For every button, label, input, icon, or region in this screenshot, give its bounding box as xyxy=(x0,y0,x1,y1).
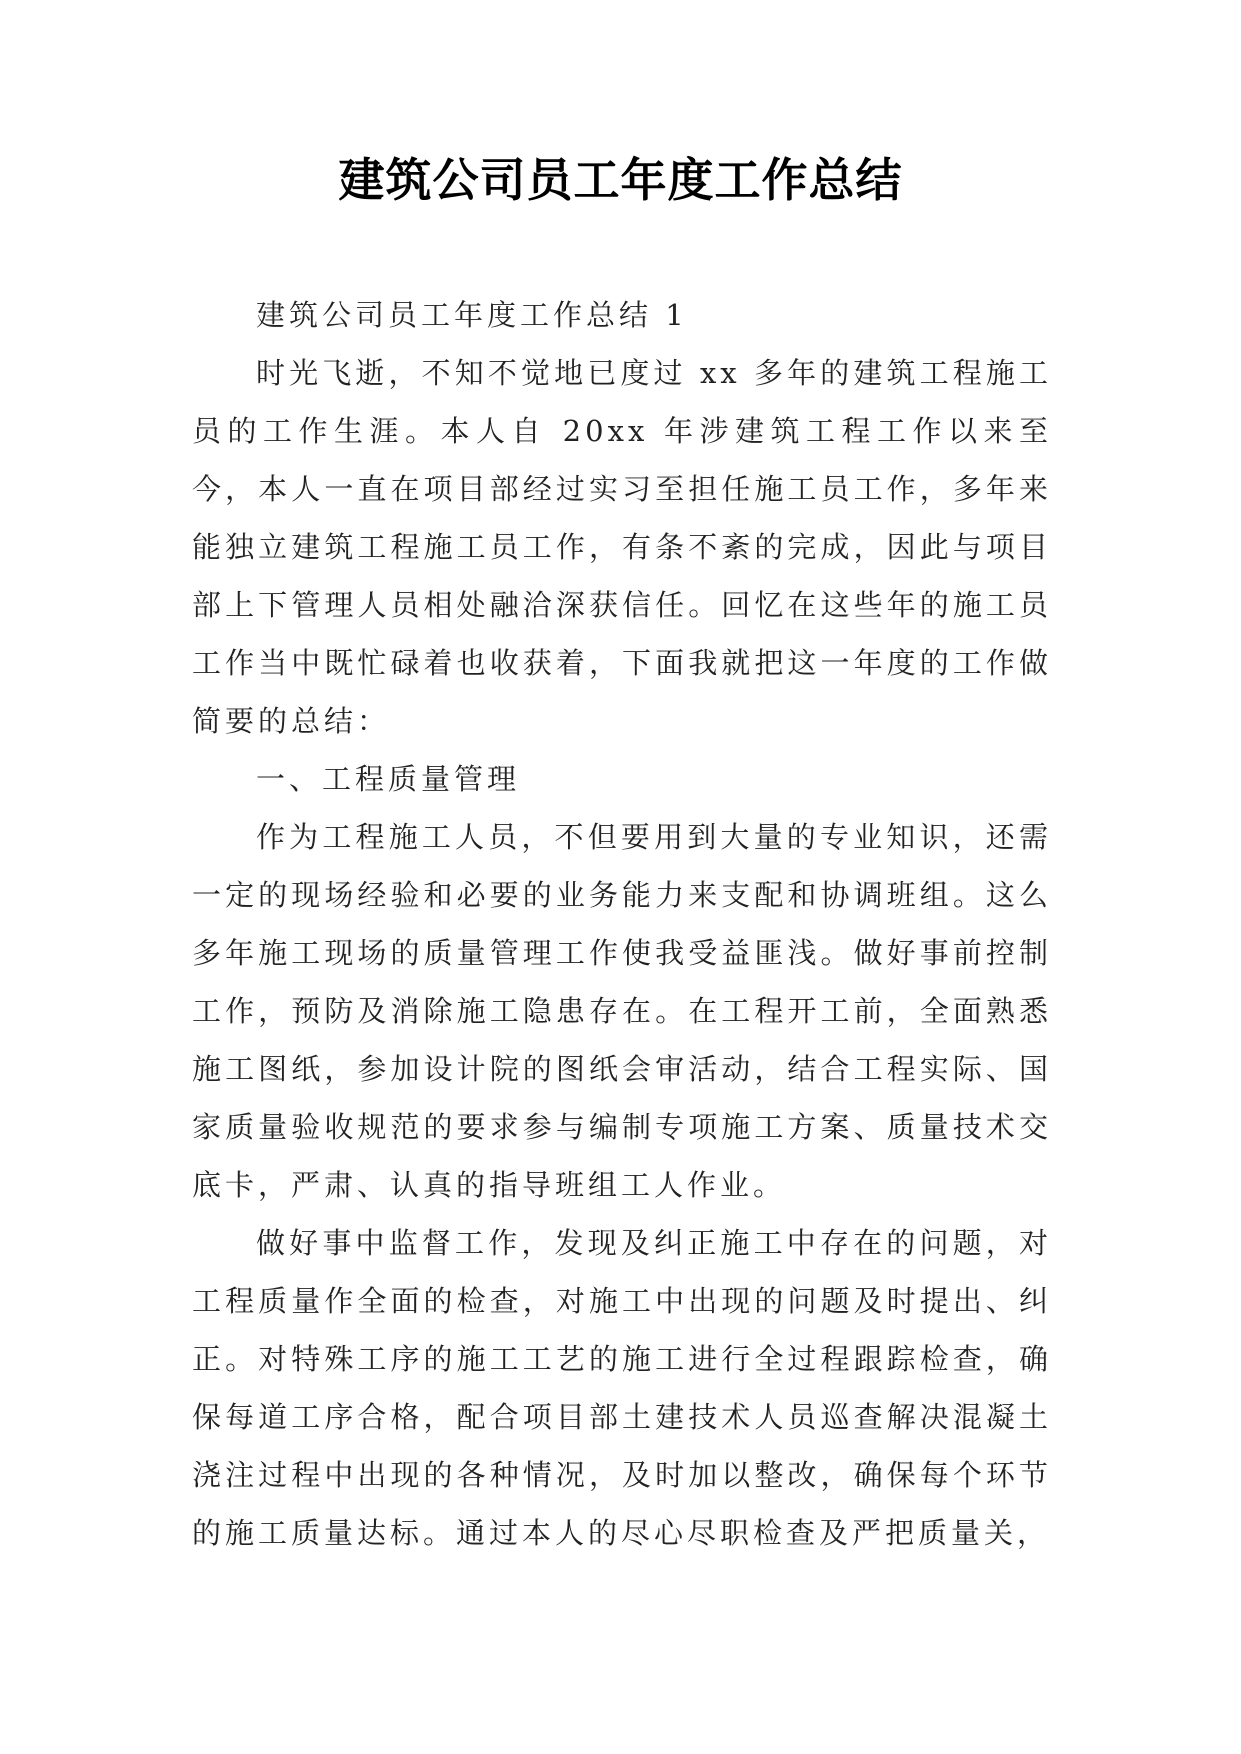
subsection-heading: 一、工程质量管理 xyxy=(256,762,521,796)
body-paragraph: 时光飞逝，不知不觉地已度过 xx 多年的建筑工程施工员的工作生涯。本人自 20xx 年涉建筑工程工作以来至今，本人一直在项目部经过实习至担任施工员工作，多年来能独立建筑工程施工员工作，有条不紊的完成，因此与项目部上下管理人员相处融洽深获信任。回忆在这些年的施工员工作当中既忙碌着也收获着，下面我就把这一年度的工作做简要的总结： xyxy=(192,356,1052,738)
document-title: 建筑公司员工年度工作总结 xyxy=(338,153,903,207)
body-paragraph: 做好事中监督工作，发现及纠正施工中存在的问题，对工程质量作全面的检查，对施工中出现的问题及时提出、纠正。对特殊工序的施工工艺的施工进行全过程跟踪检查，确保每道工序合格，配合项目部土建技术人员巡查解决混凝土浇注过程中出现的各种情况，及时加以整改，确保每个环节的施工质量达标。通过本人的尽心尽职检查及严把质量关， xyxy=(192,1226,1052,1550)
section-heading: 建筑公司员工年度工作总结 1 xyxy=(256,298,688,332)
body-paragraph: 作为工程施工人员，不但要用到大量的专业知识，还需一定的现场经验和必要的业务能力来支配和协调班组。这么多年施工现场的质量管理工作使我受益匪浅。做好事前控制工作，预防及消除施工隐患存在。在工程开工前，全面熟悉施工图纸，参加设计院的图纸会审活动，结合工程实际、国家质量验收规范的要求参与编制专项施工方案、质量技术交底卡，严肃、认真的指导班组工人作业。 xyxy=(192,820,1052,1202)
document-body xyxy=(192,286,1052,1562)
